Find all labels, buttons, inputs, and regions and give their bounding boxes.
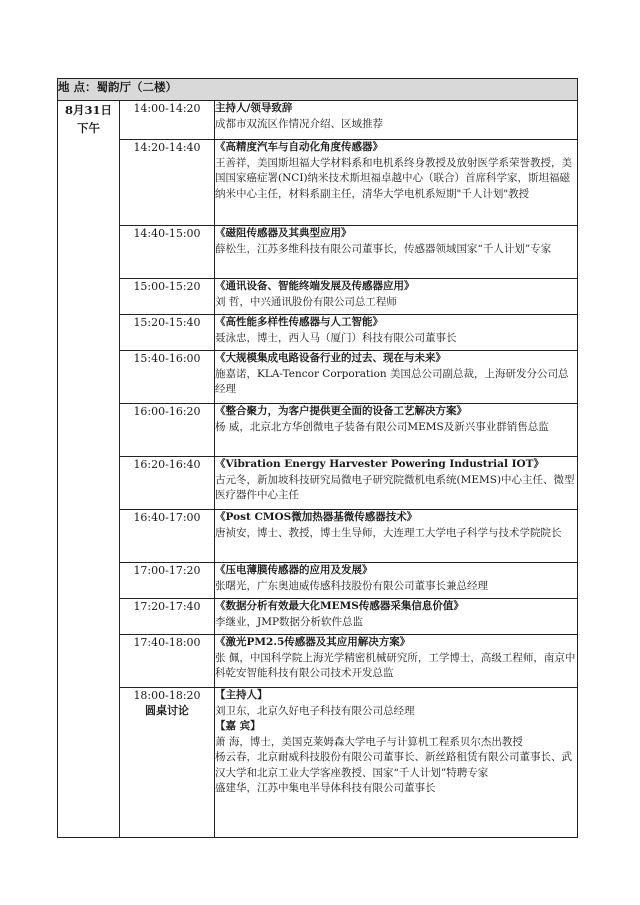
session-speaker: 张曙光，广东奥迪威传感科技股份有限公司董事长兼总经理 — [215, 579, 488, 592]
session-speaker: 王善祥，美国斯坦福大学材料系和电机系终身教授及放射医学系荣誉教授，美国国家癌症署(NCI)纳米技术斯坦福卓越中心（联合）首席科学家，斯坦福磁纳米中心主任，材料系副主任，清华大学电机系短期"千人计划"教授 — [215, 156, 572, 200]
session-speaker: 成都市双流区作情况介绍、区域推荐 — [215, 117, 383, 130]
session-title: 《Vibration Energy Harvester Powering Industrial IOT》 — [215, 458, 544, 470]
date-cell — [58, 101, 120, 838]
host-name: 刘卫东，北京久好电子科技有限公司总经理 — [215, 704, 415, 717]
session-speaker: 施嘉诺，KLA-Tencor Corporation 美国总公司副总裁，上海研发分公司总经理 — [215, 367, 569, 395]
session-title: 《激光PM2.5传感器及其应用解决方案》 — [215, 636, 411, 648]
session-speaker: 古元冬，新加坡科技研究局微电子研究院微机电系统(MEMS)中心主任、微型医疗器件中心主任 — [215, 473, 575, 501]
guests-label: 【嘉 宾】 — [215, 720, 261, 732]
session-time: 17:40-18:00 — [120, 635, 215, 688]
session-time: 15:40-16:00 — [120, 351, 215, 404]
session-desc — [215, 510, 578, 563]
session-desc — [215, 563, 578, 599]
session-desc — [215, 635, 578, 688]
session-time: 16:20-16:40 — [120, 457, 215, 510]
session-title: 《大规模集成电路设备行业的过去、现在与未来》 — [215, 352, 446, 364]
session-time: 15:00-15:20 — [120, 279, 215, 315]
session-title: 《高精度汽车与自动化角度传感器》 — [215, 141, 383, 153]
roundtable-desc — [215, 688, 578, 838]
session-time: 14:00-14:20 — [120, 101, 215, 140]
session-speaker: 刘 哲，中兴通讯股份有限公司总工程师 — [215, 295, 397, 308]
session-row — [58, 563, 578, 599]
schedule-table — [57, 78, 578, 838]
guest-item: 萧 海，博士，美国克莱姆森大学电子与计算机工程系贝尔杰出教授 — [215, 735, 523, 748]
roundtable-row — [58, 688, 578, 838]
session-speaker: 杨 威，北京北方华创微电子装备有限公司MEMS及新兴事业群销售总监 — [215, 420, 549, 433]
host-label: 【主持人】 — [215, 689, 268, 701]
session-row — [58, 226, 578, 279]
session-desc — [215, 101, 578, 140]
session-speaker: 李继业，JMP数据分析软件总监 — [215, 615, 364, 628]
session-title: 《整合聚力，为客户提供更全面的设备工艺解决方案》 — [215, 405, 467, 417]
session-time: 14:40-15:00 — [120, 226, 215, 279]
session-title: 《Post CMOS微加热器基微传感器技术》 — [215, 511, 418, 523]
session-desc — [215, 599, 578, 635]
guest-item: 盛建华，江苏中集电半导体科技有限公司董事长 — [215, 782, 436, 794]
session-desc — [215, 404, 578, 457]
session-time: 14:20-14:40 — [120, 140, 215, 226]
session-title: 《高性能多样性传感器与人工智能》 — [215, 316, 383, 328]
session-title: 《通讯设备、智能终端发展及传感器应用》 — [215, 280, 415, 292]
session-title: 《磁阻传感器及其典型应用》 — [215, 227, 352, 239]
session-time: 16:40-17:00 — [120, 510, 215, 563]
session-row — [58, 101, 578, 140]
session-row — [58, 457, 578, 510]
session-speaker: 唐祯安，博士、教授，博士生导师，大连理工大学电子科学与技术学院院长 — [215, 526, 562, 539]
session-title: 《数据分析有效最大化MEMS传感器采集信息价值》 — [215, 600, 464, 612]
session-desc — [215, 279, 578, 315]
session-row — [58, 315, 578, 351]
period-label: 下午 — [77, 121, 100, 135]
session-time: 15:20-15:40 — [120, 315, 215, 351]
session-row — [58, 404, 578, 457]
session-desc — [215, 140, 578, 226]
session-speaker: 张 佩，中国科学院上海光学精密机械研究所，工学博士，高级工程师，南京中科乾安智能科技有限公司技术开发总监 — [215, 651, 576, 679]
session-speaker: 薛松生，江苏多维科技有限公司董事长，传感器领域国家“千人计划”专家 — [215, 242, 552, 255]
session-row — [58, 599, 578, 635]
location-label: 地 点：蜀韵厅（二楼） — [58, 79, 578, 101]
location-row — [58, 79, 578, 101]
roundtable-time-cell — [120, 688, 215, 838]
date-label: 8月31日 — [64, 103, 112, 117]
guest-item: 杨云春，北京耐威科技股份有限公司董事长、新丝路租赁有限公司董事长、武汉大学和北京工业大学客座教授、国家“千人计划”特聘专家 — [215, 751, 572, 779]
session-title: 《压电薄膜传感器的应用及发展》 — [215, 564, 373, 576]
session-desc — [215, 351, 578, 404]
session-time: 17:00-17:20 — [120, 563, 215, 599]
roundtable-time: 18:00-18:20 — [133, 689, 201, 702]
session-desc — [215, 457, 578, 510]
session-row — [58, 351, 578, 404]
session-row — [58, 140, 578, 226]
session-desc — [215, 315, 578, 351]
session-row — [58, 510, 578, 563]
session-time: 16:00-16:20 — [120, 404, 215, 457]
session-speaker: 聂泳忠，博士，西人马（厦门）科技有限公司董事长 — [215, 331, 457, 344]
session-row — [58, 635, 578, 688]
roundtable-name: 圆桌讨论 — [145, 704, 189, 717]
session-time: 17:20-17:40 — [120, 599, 215, 635]
session-title: 主持人/领导致辞 — [215, 102, 293, 114]
session-row — [58, 279, 578, 315]
session-desc — [215, 226, 578, 279]
